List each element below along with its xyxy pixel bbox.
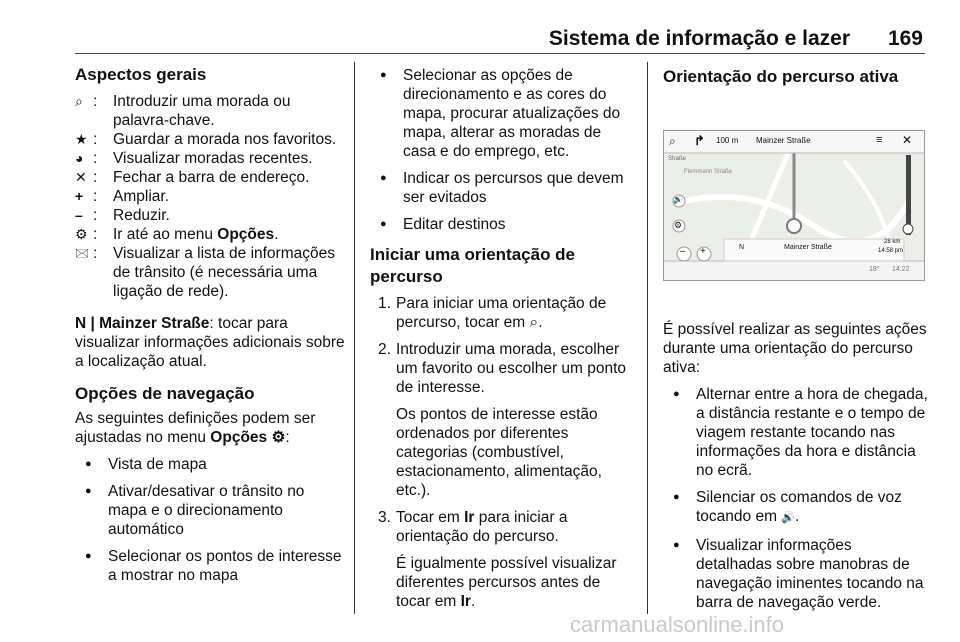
column-1: [75, 64, 345, 593]
legend-item: 🖂 : Visualizar a lista de informações de trânsito (é necessária uma ligação de rede).: [75, 245, 335, 300]
gear-icon: ⚙: [75, 226, 88, 242]
close-icon: ✕: [75, 169, 87, 185]
header-rule: [75, 53, 925, 54]
step-item: 3. Tocar em Ir para iniciar a orientação do percurso. É igualmente possível visualizar diferentes percursos antes de tocar em Ir.: [378, 509, 617, 610]
map-gear-icon[interactable]: ⚙: [674, 220, 683, 230]
map-eta[interactable]: 14:58 pm: [878, 248, 904, 254]
legend-item: ⌕ : Introduzir uma morada ou palavra-chave.: [75, 93, 291, 129]
section-heading-general: Aspectos gerais: [75, 65, 207, 84]
list-item: ● Alternar entre a hora de chegada, a distância restante e o tempo de viagem restante tocando nas informações da hora e distância no ecrã.: [663, 385, 928, 480]
column-2: [370, 64, 636, 619]
column-3: [663, 64, 928, 88]
star-icon: ★: [75, 131, 88, 147]
column-divider-2: [647, 62, 648, 614]
navigation-screen-illustration: [663, 130, 925, 281]
map-clock: 14:22: [892, 266, 910, 273]
traffic-info-icon: 🖂: [75, 246, 90, 260]
list-item: ● Selecionar os pontos de interesse a mostrar no mapa: [75, 547, 345, 585]
section-heading-active-guidance: Orientação do percurso ativa: [663, 67, 899, 86]
list-item: ● Selecionar as opções de direcionamento e as cores do mapa, procurar atualizações do mapa, alterar as moradas de casa e do emprego, etc.: [370, 66, 636, 161]
map-zoom-out-icon[interactable]: –: [680, 246, 686, 257]
zoom-out-icon: –: [75, 207, 83, 223]
column-3-text: [663, 320, 928, 620]
legend-item: ⚙ : Ir até ao menu Opções.: [75, 226, 279, 243]
map-small-street: Flemmann Straße: [684, 169, 733, 175]
turn-arrow-icon: ↱: [694, 133, 705, 148]
active-guidance-intro: É possível realizar as seguintes ações durante uma orientação do percurso ativa:: [663, 321, 927, 376]
map-temperature: 18°: [869, 266, 880, 273]
map-distance: 100 m: [716, 136, 739, 145]
map-drawing: [664, 131, 924, 280]
map-bottom-location[interactable]: N: [739, 244, 745, 251]
page-header-title: Sistema de informação e lazer: [548, 27, 850, 50]
recent-icon: ◕: [75, 150, 84, 166]
list-item: ● Ativar/desativar o trânsito no mapa e o direcionamento automático: [75, 482, 345, 539]
map-list-icon[interactable]: ≡: [876, 134, 883, 146]
active-guidance-list: [663, 385, 928, 612]
list-item: ● Indicar os percursos que devem ser evitados: [370, 169, 636, 207]
steps-list: [370, 294, 636, 611]
map-side-street: Straße: [668, 156, 687, 162]
legend-item: ◕ : Visualizar moradas recentes.: [75, 150, 313, 167]
watermark: carmanualsonline.info: [570, 612, 785, 637]
speaker-icon: 🔊: [781, 512, 796, 524]
page-number: 169: [887, 27, 923, 50]
list-item: ● Silenciar os comandos de voz tocando em 🔊.: [663, 488, 928, 528]
legend-item: + : Ampliar.: [75, 188, 169, 205]
zoom-in-icon: +: [75, 188, 84, 204]
map-remaining-distance[interactable]: 28 km: [884, 239, 901, 245]
map-search-icon[interactable]: ⌕: [669, 134, 676, 148]
legend-item: – : Reduzir.: [75, 207, 170, 224]
step-item: 1. Para iniciar uma orientação de percurso, tocar em ⌕.: [378, 295, 607, 331]
map-zoom-in-icon[interactable]: +: [700, 246, 706, 257]
section-heading-nav-options: Opções de navegação: [75, 384, 255, 403]
icon-legend-list: [75, 92, 345, 301]
speaker-icon[interactable]: 🔊: [673, 195, 683, 204]
search-icon: ⌕: [75, 93, 83, 109]
list-item: ● Visualizar informações detalhadas sobre manobras de navegação iminentes tocando na barra de navegação verde.: [663, 536, 928, 612]
nav-options-list: [75, 455, 345, 585]
location-paragraph: N | Mainzer Straße: tocar para visualizar informações adicionais sobre a localização atual.: [75, 315, 345, 370]
nav-options-list-continued: [370, 66, 636, 234]
step-item: 2. Introduzir uma morada, escolher um favorito ou escolher um ponto de interesse. Os pontos de interesse estão ordenados por diferentes categorias (combustível, estacionamento, alimentação, etc.).: [378, 341, 627, 499]
nav-options-intro: As seguintes definições podem ser ajustadas no menu Opções ⚙:: [75, 410, 316, 446]
map-street[interactable]: Mainzer Straße: [756, 136, 811, 145]
legend-item: ★ : Guardar a morada nos favoritos.: [75, 131, 337, 148]
gear-icon: ⚙: [271, 429, 286, 446]
map-street-bottom[interactable]: Mainzer Straße: [784, 244, 832, 251]
column-divider-1: [354, 62, 355, 614]
map-close-icon[interactable]: ✕: [902, 133, 913, 147]
list-item: ● Editar destinos: [370, 215, 636, 234]
legend-item: ✕ : Fechar a barra de endereço.: [75, 169, 310, 186]
list-item: ● Vista de mapa: [75, 455, 345, 474]
section-heading-start-guidance: Iniciar uma orientação de percurso: [370, 245, 576, 286]
search-icon: ⌕: [529, 314, 539, 331]
